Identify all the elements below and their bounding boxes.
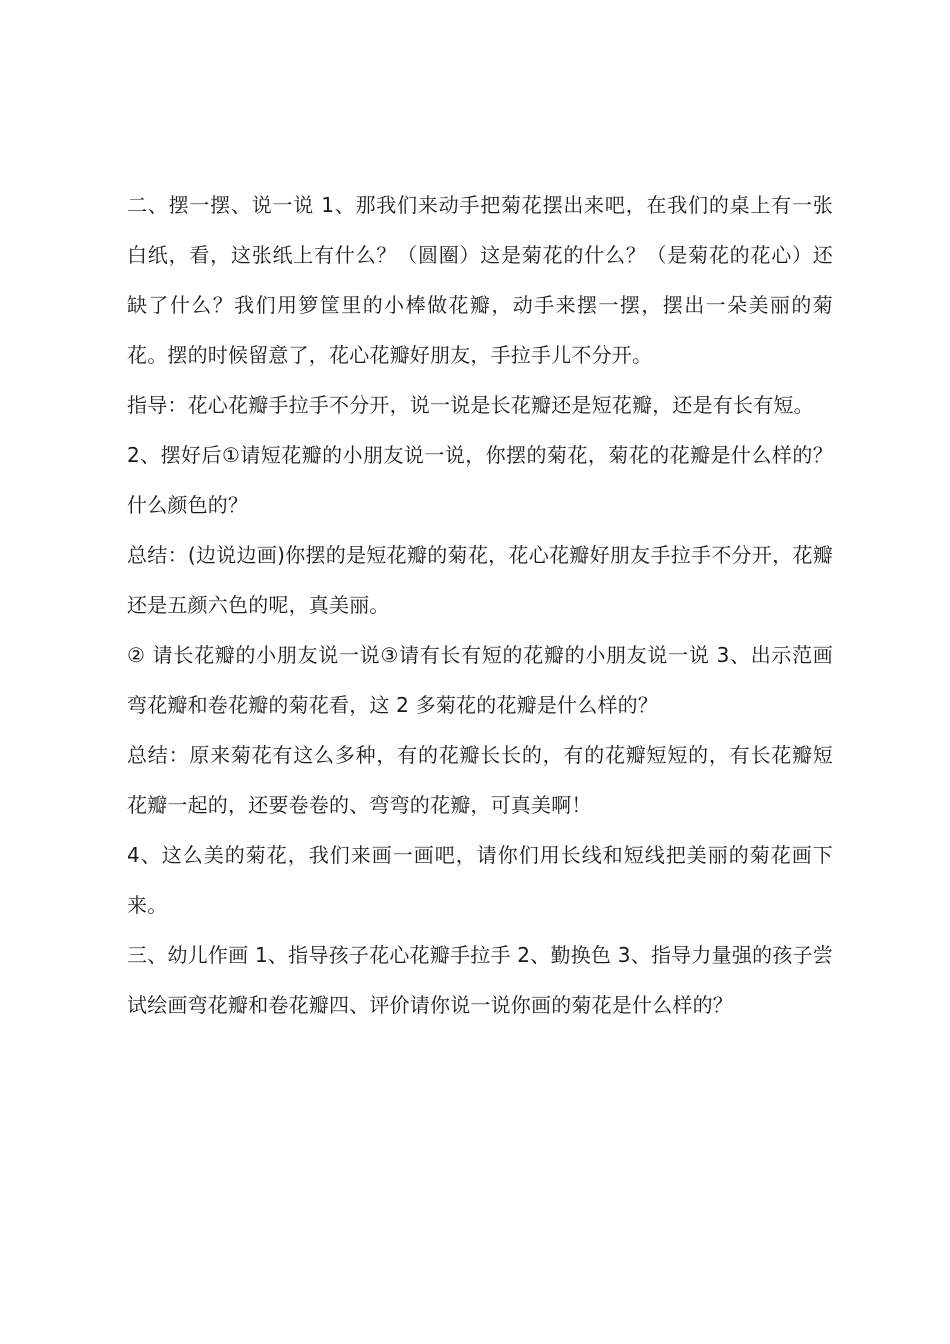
document-body — [127, 180, 833, 1030]
paragraph-guidance: 指导：花心花瓣手拉手不分开，说一说是长花瓣还是短花瓣，还是有长有短。 — [127, 393, 814, 417]
paragraph-children-drawing: 三、幼儿作画 1、指导孩子花心花瓣手拉手 2、勤换色 3、指导力量强的孩子尝试绘画弯花瓣和卷花瓣四、评价请你说一说你画的菊花是什么样的？ — [127, 943, 833, 1017]
paragraph-long-petals-demo: ② 请长花瓣的小朋友说一说③请有长有短的花瓣的小朋友说一说 3、出示范画弯花瓣和卷花瓣的菊花看，这 2 多菊花的花瓣是什么样的？ — [127, 643, 833, 717]
paragraph-summary-short-petals: 总结：(边说边画)你摆的是短花瓣的菊花，花心花瓣好朋友手拉手不分开，花瓣还是五颜六色的呢，真美丽。 — [127, 543, 833, 617]
paragraph-draw-chrysanthemum: 4、这么美的菊花，我们来画一画吧，请你们用长线和短线把美丽的菊花画下来。 — [127, 843, 833, 917]
paragraph-short-petals: 2、摆好后①请短花瓣的小朋友说一说，你摆的菊花，菊花的花瓣是什么样的？什么颜色的？ — [127, 443, 833, 517]
paragraph-arrange-and-speak: 二、摆一摆、说一说 1、那我们来动手把菊花摆出来吧，在我们的桌上有一张白纸，看，这张纸上有什么？（圆圈）这是菊花的什么？（是菊花的花心）还缺了什么？我们用箩筐里的小棒做花瓣，动手来摆一摆，摆出一朵美丽的菊花。摆的时候留意了，花心花瓣好朋友，手拉手儿不分开。 — [127, 193, 833, 367]
paragraph-summary-varieties: 总结：原来菊花有这么多种，有的花瓣长长的，有的花瓣短短的，有长花瓣短花瓣一起的，还要卷卷的、弯弯的花瓣，可真美啊！ — [127, 743, 833, 817]
